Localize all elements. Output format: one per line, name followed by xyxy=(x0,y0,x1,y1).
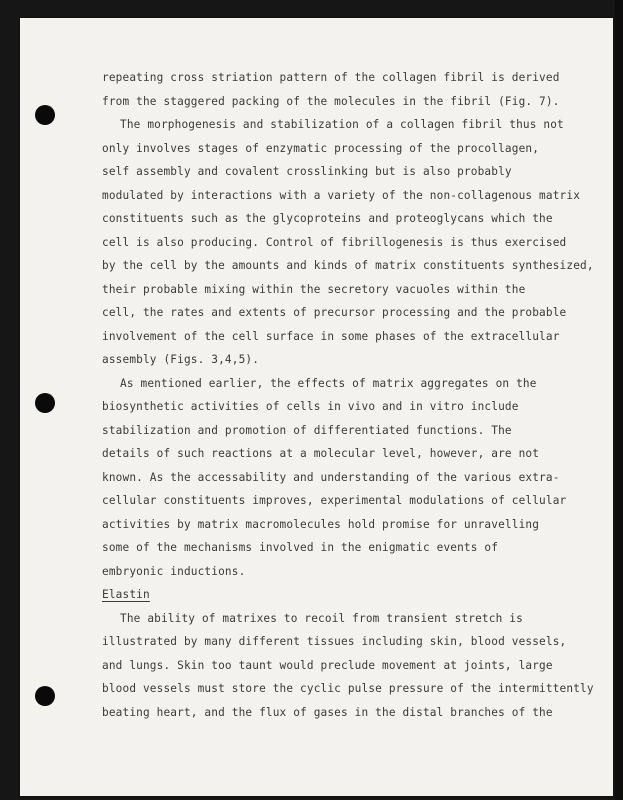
text-line: involvement of the cell surface in some phases of the extracellular xyxy=(102,329,560,343)
text-line: cellular constituents improves, experimental modulations of cellular xyxy=(102,494,567,507)
scan-edge xyxy=(615,0,623,800)
text-line: constituents such as the glycoproteins and proteoglycans which the xyxy=(102,212,553,225)
text-line: As mentioned earlier, the effects of matrix aggregates on the xyxy=(120,376,537,390)
binder-hole-top xyxy=(35,105,55,125)
text-line: their probable mixing within the secretory vacuoles within the xyxy=(102,282,526,296)
text-line: The ability of matrixes to recoil from transient stretch is xyxy=(120,611,523,625)
text-line: blood vessels must store the cyclic pulse pressure of the intermittently xyxy=(102,682,594,695)
text-line: by the cell by the amounts and kinds of matrix constituents synthesized, xyxy=(102,259,594,272)
text-line: biosynthetic activities of cells in vivo and in vitro include xyxy=(102,400,519,413)
text-line: from the staggered packing of the molecules in the fibril (Fig. 7). xyxy=(102,94,560,108)
text-line: embryonic inductions. xyxy=(102,564,246,578)
binder-hole-bottom xyxy=(35,686,55,706)
text-line: self assembly and covalent crosslinking but is also probably xyxy=(102,165,512,178)
typed-text-body xyxy=(102,66,602,724)
text-line: activities by matrix macromolecules hold promise for unravelling xyxy=(102,517,540,531)
text-line: modulated by interactions with a variety of the non-collagenous matrix xyxy=(102,188,581,202)
text-line: details of such reactions at a molecular level, however, are not xyxy=(102,447,540,460)
text-line: known. As the accessability and understanding of the various extra- xyxy=(102,470,560,484)
text-line: cell, the rates and extents of precursor processing and the probable xyxy=(102,306,567,319)
binder-hole-middle xyxy=(35,393,55,413)
text-line: assembly (Figs. 3,4,5). xyxy=(102,353,260,366)
text-line: cell is also producing. Control of fibrillogenesis is thus exercised xyxy=(102,235,567,249)
text-line: some of the mechanisms involved in the enigmatic events of xyxy=(102,541,499,554)
paragraph-block-elastin xyxy=(102,607,602,725)
text-line: illustrated by many different tissues including skin, blood vessels, xyxy=(102,635,567,648)
text-line: stabilization and promotion of differentiated functions. The xyxy=(102,423,512,437)
text-line: beating heart, and the flux of gases in the distal branches of the xyxy=(102,705,553,719)
section-heading-elastin: Elastin xyxy=(102,588,150,601)
text-line: only involves stages of enzymatic processing of the procollagen, xyxy=(102,141,540,155)
text-line: The morphogenesis and stabilization of a collagen fibril thus not xyxy=(120,118,564,131)
paragraph-block-collagen xyxy=(102,66,602,583)
text-line: repeating cross striation pattern of the collagen fibril is derived xyxy=(102,71,560,84)
text-line: and lungs. Skin too taunt would preclude movement at joints, large xyxy=(102,658,553,672)
